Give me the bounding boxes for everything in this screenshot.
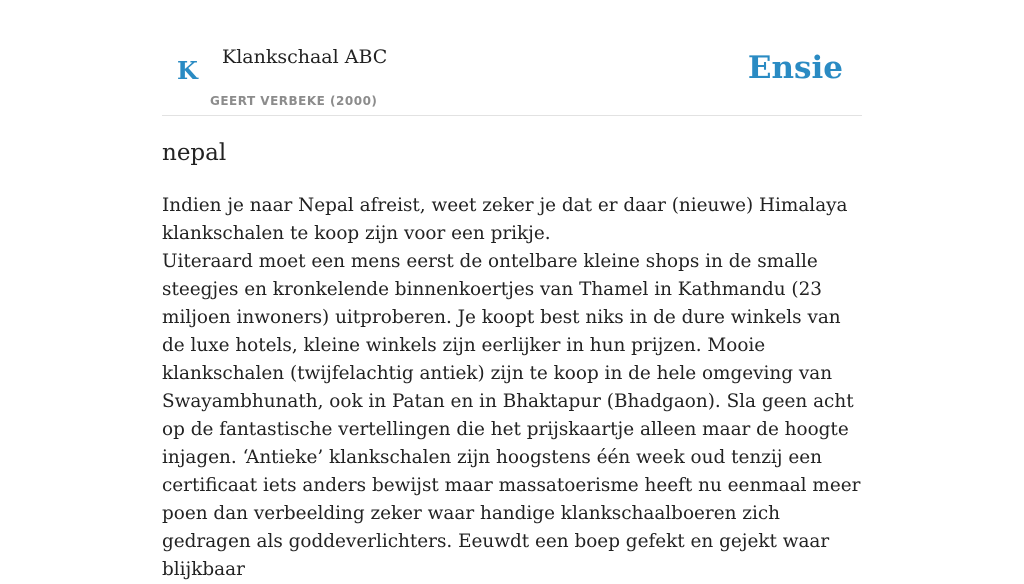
header <box>162 0 862 116</box>
brand-logo[interactable]: Ensie <box>747 50 843 86</box>
entry-body <box>162 192 862 584</box>
entry-paragraph: Indien je naar Nepal afreist, weet zeker je dat er daar (nieuwe) Himalaya klankschalen te koop zijn voor een prikje. <box>162 195 848 244</box>
book-logo[interactable]: K <box>177 56 198 85</box>
entry-paragraph: Uiteraard moet een mens eerst de ontelbare kleine shops in de smalle steegjes en kronkelende binnenkoertjes van Thamel in Kathmandu (23 miljoen inwoners) uitproberen. Je koopt best niks in de dure winkels van de luxe hotels, kleine winkels zijn eerlijker in hun prijzen. Mooie klankschalen (twijfelachtig antiek) zijn te koop in de hele omgeving van Swayambhunath, ook in Patan en in Bhaktapur (Bhadgaon). Sla geen acht op de fantastische vertellingen die het prijskaartje alleen maar de hoogte injagen. ‘Antieke’ klankschalen zijn hoogstens één week oud tenzij een certificaat iets anders bewijst maar massatoerisme heeft nu eenmaal meer poen dan verbeelding zeker waar handige klankschaalboeren zich gedragen als goddeverlichters. Eeuwdt een boep gefekt en gejekt waar blijkbaar <box>162 251 861 580</box>
book-title[interactable]: Klankschaal ABC <box>222 46 388 68</box>
author-line: GEERT VERBEKE (2000) <box>210 94 378 108</box>
entry-title: nepal <box>162 140 227 166</box>
